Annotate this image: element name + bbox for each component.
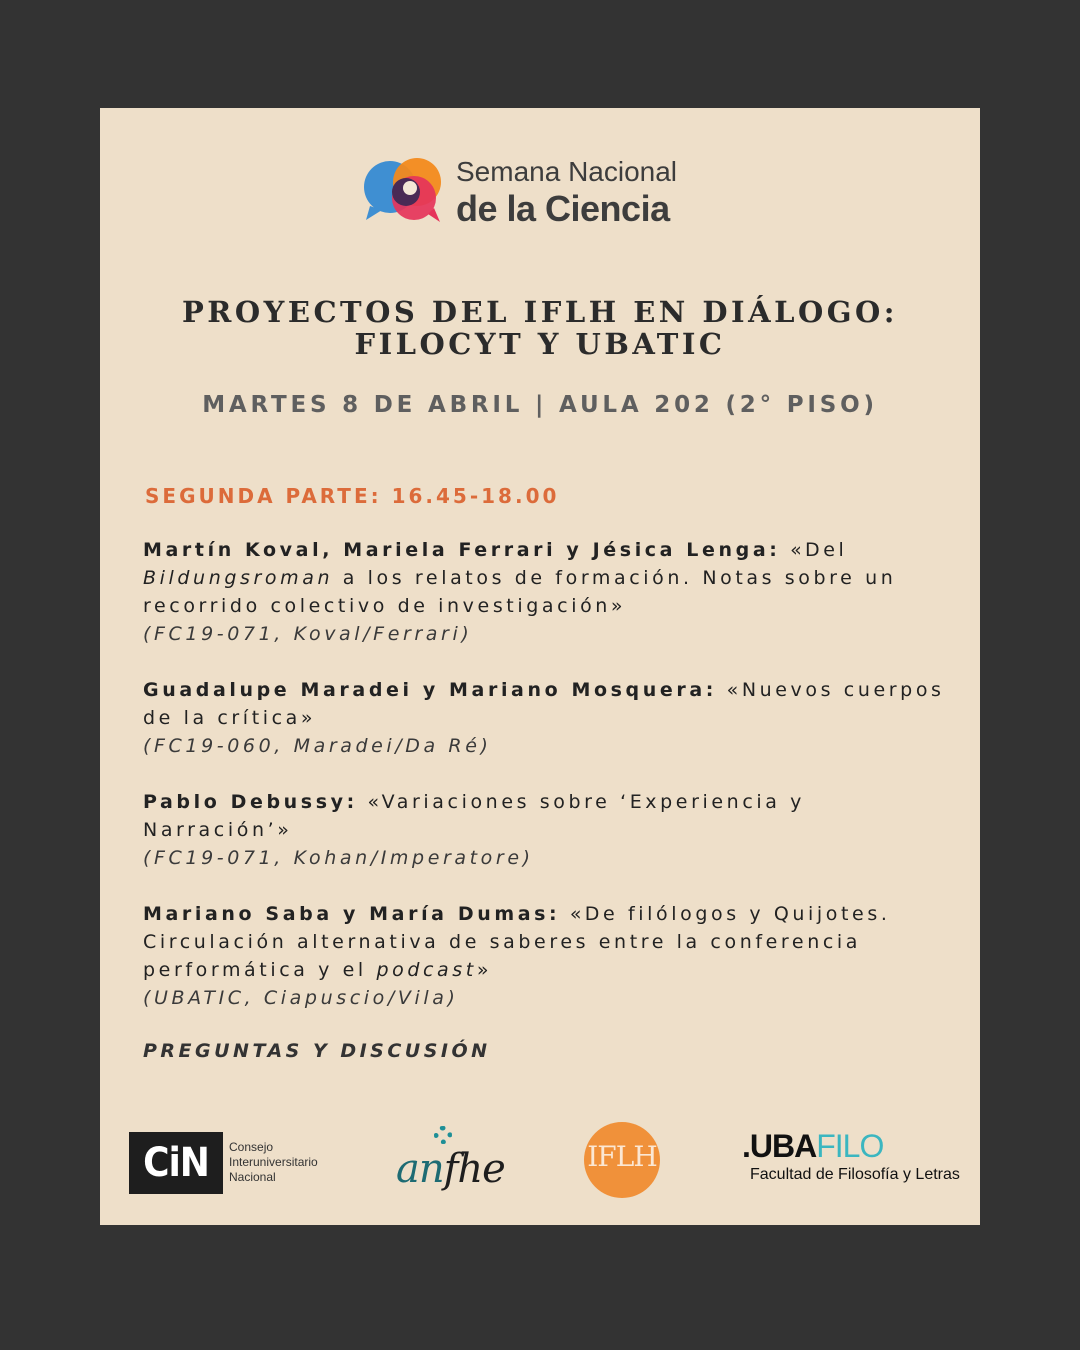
- talk-project-code: (FC19-071, Kohan/Imperatore): [143, 847, 534, 869]
- talk-authors: Guadalupe Maradei y Mariano Mosquera:: [143, 679, 717, 701]
- talk-entry: [143, 676, 963, 760]
- talk-authors: Martín Koval, Mariela Ferrari y Jésica Lenga:: [143, 539, 781, 561]
- event-date-location: MARTES 8 DE ABRIL | AULA 202 (2° PISO): [202, 392, 878, 418]
- talk-title-pre: «Del: [780, 539, 848, 561]
- talk-title-post: »: [476, 959, 493, 981]
- cin-name-line3: Nacional: [229, 1170, 276, 1184]
- iflh-logo: [584, 1122, 660, 1198]
- uba-filo-logo: [742, 1128, 962, 1188]
- event-title-line2: FILOCYT Y UBATIC: [354, 327, 726, 361]
- logo-text-line1: Semana Nacional: [456, 156, 678, 187]
- cin-logo: [129, 1132, 339, 1194]
- cin-name: [229, 1140, 318, 1185]
- talk-title-post: a los relatos de formación. Notas sobre un recorrido colectivo de investigación»: [143, 567, 897, 617]
- anfhe-wordmark: [396, 1146, 505, 1192]
- talk-title-pre: «De filólogos y Quijotes. Circulación alternativa de saberes entre la conferencia performática y el: [143, 903, 891, 981]
- cin-name-line1: Consejo: [229, 1140, 274, 1154]
- talk-title-italic: Bildungsroman: [143, 567, 334, 589]
- talk-entry: [143, 536, 963, 648]
- talk-title: «Variaciones sobre ‘Experiencia y Narración’»: [143, 791, 805, 841]
- talk-authors: Mariano Saba y María Dumas:: [143, 903, 561, 925]
- talk-project-code: (FC19-060, Maradei/Da Ré): [143, 735, 492, 757]
- uba-faculty-name: Facultad de Filosofía y Letras: [750, 1166, 960, 1183]
- cin-name-line2: Interuniversitario: [229, 1155, 318, 1169]
- event-poster: [100, 108, 980, 1225]
- anfhe-ring-icon: [434, 1126, 452, 1144]
- talk-entry: [143, 900, 963, 1012]
- iflh-wordmark: IFLH: [587, 1140, 657, 1173]
- anfhe-logo: [394, 1124, 514, 1204]
- anfhe-wordmark-a: an: [396, 1146, 444, 1192]
- speech-bubbles-icon: [362, 156, 444, 226]
- talk-authors: Pablo Debussy:: [143, 791, 358, 813]
- part-heading: SEGUNDA PARTE: 16.45-18.00: [145, 484, 560, 508]
- event-title-line1: PROYECTOS DEL IFLH EN DIÁLOGO:: [181, 295, 899, 329]
- talk-entry: [143, 788, 963, 872]
- talk-project-code: (FC19-071, Koval/Ferrari): [143, 623, 473, 645]
- cin-mark: CiN: [129, 1132, 223, 1194]
- uba-wordmark-uba: .UBA: [742, 1128, 817, 1164]
- talk-title: «Nuevos cuerpos de la crítica»: [143, 679, 945, 729]
- closing-note: PREGUNTAS Y DISCUSIÓN: [143, 1040, 491, 1062]
- semana-ciencia-logo: [362, 154, 782, 234]
- anfhe-wordmark-b: fhe: [443, 1146, 505, 1192]
- talk-project-code: (UBATIC, Ciapuscio/Vila): [143, 987, 459, 1009]
- uba-wordmark: [742, 1128, 883, 1165]
- uba-wordmark-filo: FILO: [816, 1128, 884, 1164]
- logo-text-line2: de la Ciencia: [456, 188, 670, 229]
- talk-title-italic: podcast: [376, 959, 477, 981]
